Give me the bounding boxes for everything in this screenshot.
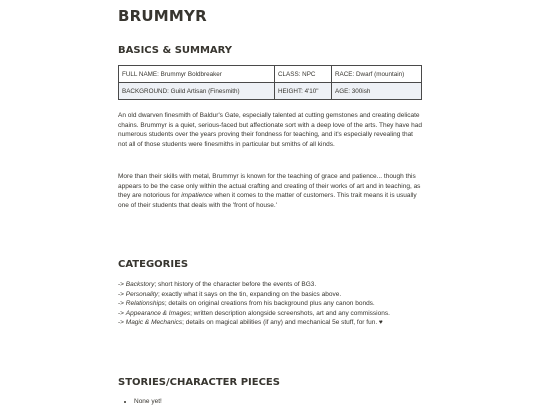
summary-emphasis: impatience (181, 192, 213, 199)
category-link-magic[interactable]: Magic & Mechanics (125, 319, 183, 326)
table-cell-full-name: FULL NAME: Brummyr Boldbreaker (119, 66, 275, 83)
category-link-relationships[interactable]: Relationships (125, 300, 165, 307)
document-body (118, 6, 423, 405)
basics-heading: BASICS & SUMMARY (118, 45, 233, 56)
arrow-prefix: -> (118, 281, 126, 288)
table-cell-height: HEIGHT: 4'10" (275, 83, 332, 100)
table-cell-background: BACKGROUND: Guild Artisan (Finesmith) (119, 83, 275, 100)
table-row (119, 66, 422, 83)
list-item[interactable] (118, 290, 423, 300)
categories-heading: CATEGORIES (118, 259, 189, 270)
category-desc: ; exactly what it says on the tin, expanding on the basics above. (157, 290, 342, 298)
summary-text: when it comes to the matter of customers. This trait means it is usually one of their students that deals with the 'front of house.' (118, 192, 417, 209)
category-link-personality[interactable]: Personality (125, 290, 158, 298)
basics-table (118, 65, 422, 100)
list-item[interactable] (118, 280, 423, 290)
category-link-appearance[interactable]: Appearance & Images (125, 309, 191, 317)
summary-text: More than their skills with metal, Brummyr is known for the teaching of grace and patience... though this appears to be the case only within the actual crafting and creating of their works of art and in teaching, as they are notorious for (118, 173, 421, 199)
list-item[interactable] (118, 309, 423, 319)
category-link-backstory[interactable]: Backstory (125, 281, 155, 288)
categories-list (118, 280, 423, 328)
category-desc: ; details on magical abilities (if any) and mechanical 5e stuff, for fun. ♥ (182, 319, 383, 326)
summary-paragraph-2 (118, 172, 423, 210)
table-cell-class: CLASS: NPC (275, 66, 332, 83)
stories-heading: STORIES/CHARACTER PIECES (118, 377, 280, 388)
page-title: BRUMMYR (118, 7, 207, 25)
category-desc: ; details on original creations from his background plus any canon bonds. (164, 300, 375, 307)
table-row (119, 83, 422, 100)
summary-paragraph-1: An old dwarven finesmith of Baldur's Gate, especially talented at cutting gemstones and creating delicate chains. Brummyr is a quiet, serious-faced but affectionate sort with a deep love of the arts. They have had numerous students over the years proving their fondness for teaching, and it's especially revealing that not all of those students were finesmiths in particular but smiths of all kinds. (118, 112, 422, 148)
table-cell-race: RACE: Dwarf (mountain) (332, 66, 422, 83)
category-desc: ; short history of the character before the events of BG3. (154, 281, 317, 288)
arrow-prefix: -> (118, 319, 126, 326)
category-desc: ; written description alongside screenshots, art and any commissions. (190, 309, 390, 317)
arrow-prefix: -> (118, 290, 126, 298)
list-item[interactable] (118, 299, 423, 309)
arrow-prefix: -> (118, 300, 126, 307)
arrow-prefix: -> (118, 309, 126, 317)
list-item[interactable] (118, 318, 423, 328)
list-item: • None yet! (134, 397, 162, 406)
table-cell-age: AGE: 300ish (332, 83, 422, 100)
